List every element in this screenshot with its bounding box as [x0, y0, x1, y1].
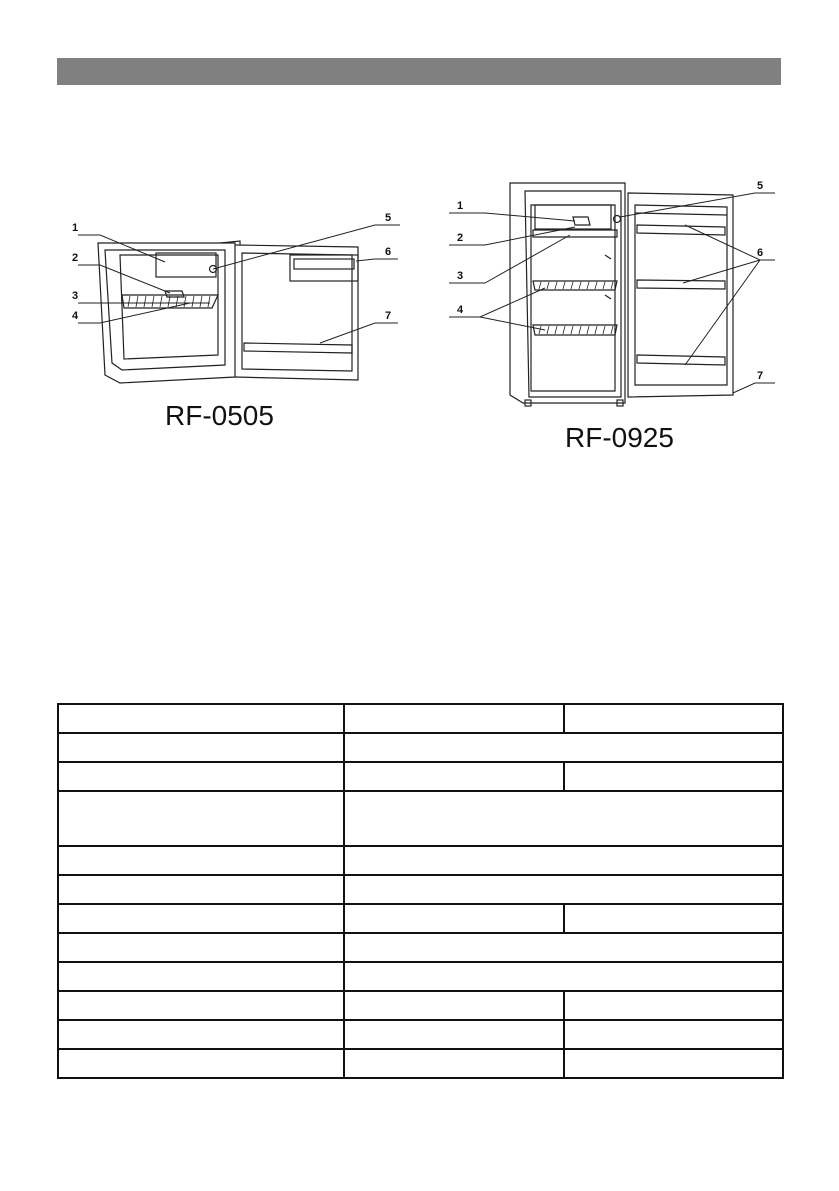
table-cell [564, 1049, 783, 1078]
table-row [58, 962, 783, 991]
table-cell [564, 1020, 783, 1049]
table-row [58, 904, 783, 933]
table-row [58, 791, 783, 846]
table-cell [564, 704, 783, 733]
table-cell [58, 733, 344, 762]
table-cell [344, 846, 783, 875]
section-header-bar [57, 58, 781, 85]
table-cell [58, 704, 344, 733]
callout-7: 7 [385, 310, 392, 322]
table-cell [344, 875, 783, 904]
table-cell [58, 1049, 344, 1078]
model-label-rf-0505: RF-0505 [165, 400, 274, 431]
model-label-rf-0925: RF-0925 [565, 422, 674, 453]
table-cell [344, 991, 564, 1020]
table-cell [564, 991, 783, 1020]
table-row [58, 1049, 783, 1078]
table-cell [564, 904, 783, 933]
fridge-rf-0925-drawing [445, 175, 785, 415]
fridge-rf-0505-drawing [60, 205, 410, 390]
callout-3: 3 [72, 290, 79, 302]
table-row [58, 762, 783, 791]
table-row [58, 933, 783, 962]
callout-4: 4 [457, 304, 464, 316]
callout-1: 1 [457, 200, 464, 212]
table-cell [344, 904, 564, 933]
table-row [58, 1020, 783, 1049]
table-cell [344, 762, 564, 791]
spec-table-body [58, 704, 783, 1078]
table-cell [58, 846, 344, 875]
table-cell [58, 962, 344, 991]
table-cell [344, 1049, 564, 1078]
table-cell [58, 991, 344, 1020]
callout-5: 5 [385, 212, 392, 224]
callout-4: 4 [72, 310, 79, 322]
table-cell [58, 1020, 344, 1049]
table-cell [58, 904, 344, 933]
table-cell [58, 762, 344, 791]
table-cell [344, 962, 783, 991]
table-cell [58, 791, 344, 846]
table-row [58, 733, 783, 762]
callout-6: 6 [757, 247, 764, 259]
callout-3: 3 [457, 270, 464, 282]
table-cell [344, 1020, 564, 1049]
callout-6: 6 [385, 246, 392, 258]
table-row [58, 991, 783, 1020]
callout-1: 1 [72, 222, 79, 234]
table-cell [344, 733, 783, 762]
table-cell [344, 704, 564, 733]
table-cell [344, 791, 783, 846]
callout-7: 7 [757, 370, 764, 382]
callout-5: 5 [757, 180, 764, 192]
table-cell [344, 933, 783, 962]
figure-rf-0505 [60, 205, 410, 390]
callout-2: 2 [457, 232, 464, 244]
callout-2: 2 [72, 252, 79, 264]
table-row [58, 704, 783, 733]
table-row [58, 846, 783, 875]
table-cell [564, 762, 783, 791]
table-row [58, 875, 783, 904]
table-cell [58, 933, 344, 962]
table-cell [58, 875, 344, 904]
specifications-table [57, 703, 784, 1079]
figure-rf-0925 [445, 175, 785, 415]
